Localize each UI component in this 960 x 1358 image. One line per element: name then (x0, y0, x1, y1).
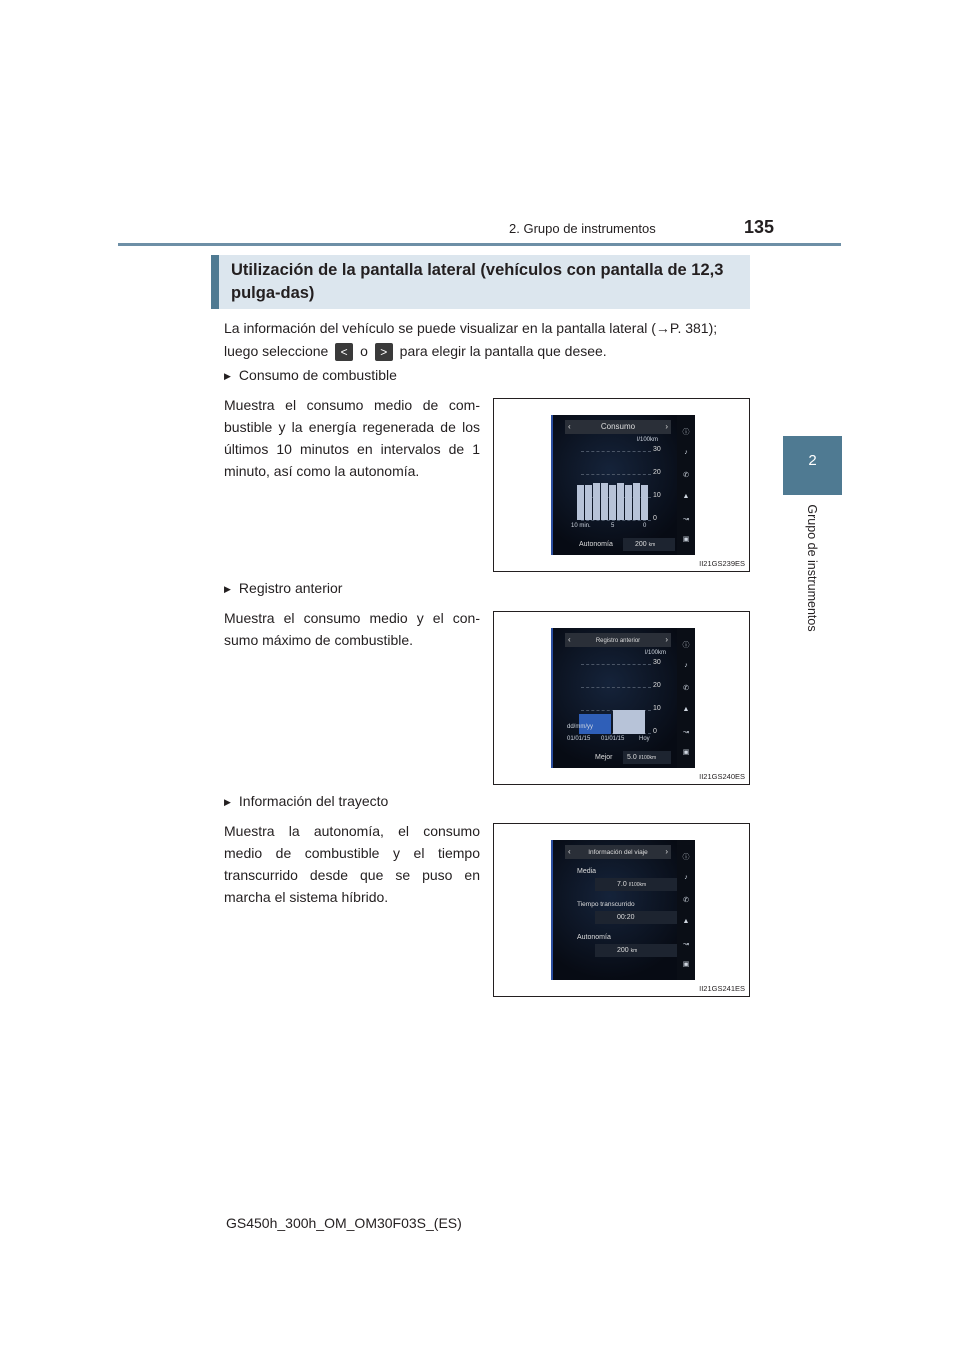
bar (609, 485, 616, 520)
chevron-right-icon: › (665, 422, 668, 431)
energy-icon: ↝ (683, 516, 689, 523)
intro-line-1: La información del vehículo se puede visualizar en la pantalla lateral (→P. 381); (224, 320, 718, 336)
music-icon: ♪ (684, 662, 688, 669)
autonomy-value: 200 (635, 541, 647, 548)
header-rule (118, 243, 841, 246)
bullet-trayecto (224, 793, 388, 809)
phone-icon: ✆ (683, 685, 689, 692)
phone-icon: ✆ (683, 897, 689, 904)
chapter-label: Grupo de instrumentos (805, 504, 819, 632)
intro-line-2 (224, 340, 754, 363)
average-field (595, 878, 677, 891)
tick-label: 20 (653, 469, 661, 476)
x-label: 0 (643, 523, 647, 529)
chevron-left-icon: ‹ (568, 635, 571, 644)
bar (585, 485, 592, 520)
best-field (623, 751, 671, 764)
grid-line (581, 520, 651, 521)
menu-icon: ▣ (682, 749, 690, 756)
chevron-left-icon: ‹ (568, 422, 571, 431)
bar (601, 483, 608, 520)
phone-icon: ✆ (683, 472, 689, 479)
best-label: Mejor (595, 754, 613, 761)
x-label: 5 (611, 523, 615, 529)
elapsed-time-label: Tiempo transcurrido (577, 901, 635, 908)
bullet-label: Consumo de combustible (238, 367, 397, 383)
screen-icon-bar (677, 415, 695, 555)
navigation-icon: ▲ (682, 918, 690, 925)
bar (577, 485, 584, 520)
chevron-right-icon: › (665, 635, 668, 644)
menu-icon: ▣ (682, 536, 690, 543)
figure-code: II21GS239ES (699, 559, 745, 568)
music-icon: ♪ (684, 874, 688, 881)
bullet-triangle-icon: ▶ (224, 797, 231, 807)
autonomy-value: 200 (617, 947, 629, 954)
figure-registro (493, 611, 750, 785)
tick-label: 20 (653, 682, 661, 689)
info-icon: ⓘ (682, 854, 690, 861)
figure-code: II21GS241ES (699, 984, 745, 993)
grid-line (581, 451, 651, 452)
autonomy-field (623, 538, 675, 551)
average-unit: l/100km (628, 882, 647, 888)
tick-label: 10 (653, 492, 661, 499)
section-heading: Utilización de la pantalla lateral (vehículos con pantalla de 12,3 pulga-das) (231, 261, 724, 302)
figure-code: II21GS240ES (699, 772, 745, 781)
tick-label: 0 (653, 515, 657, 522)
elapsed-time-field (595, 911, 677, 924)
autonomy-field (595, 944, 677, 957)
info-icon: ⓘ (682, 429, 690, 436)
intro-text-c: para elegir la pantalla que desee. (399, 343, 607, 359)
average-label: Media (577, 868, 597, 875)
bar (617, 483, 624, 520)
autonomy-label: Autonomía (579, 541, 613, 548)
chevron-right-icon: > (375, 343, 393, 361)
x-label: Hoy (639, 736, 650, 742)
bar (633, 483, 640, 520)
screen-title-bar (565, 420, 671, 434)
grid-line (581, 474, 651, 475)
autonomy-label: Autonomía (577, 934, 611, 941)
navigation-icon: ▲ (682, 493, 690, 500)
side-display-consumo (551, 415, 695, 555)
x-label: 01/01/15 (567, 736, 591, 742)
tick-label: 10 (653, 705, 661, 712)
figure-trayecto (493, 823, 750, 997)
bar-maximum (613, 710, 645, 734)
bar (593, 483, 600, 520)
side-display-trayecto (551, 840, 695, 980)
bullet-label: Registro anterior (238, 580, 343, 596)
menu-icon: ▣ (682, 961, 690, 968)
chevron-left-icon: ‹ (568, 847, 571, 856)
screen-title: Consumo (600, 422, 636, 431)
best-unit: l/100km (638, 755, 657, 761)
chevron-right-icon: › (665, 847, 668, 856)
bullet-triangle-icon: ▶ (224, 371, 231, 381)
grid-line (581, 687, 651, 688)
autonomy-unit: km (648, 542, 656, 548)
bullet-registro (224, 580, 342, 596)
screen-icon-bar (677, 628, 695, 768)
screen-title: Registro anterior (595, 638, 641, 644)
screen-title-bar (565, 633, 671, 647)
unit-label: l/100km (645, 650, 667, 656)
navigation-icon: ▲ (682, 706, 690, 713)
x-label: 01/01/15 (601, 736, 625, 742)
intro-paragraph (224, 317, 754, 363)
section-title: 2. Grupo de instrumentos (509, 221, 656, 236)
music-icon: ♪ (684, 449, 688, 456)
date-format-label: dd/mm/yy (567, 724, 594, 730)
chapter-number: 2 (808, 452, 817, 469)
side-display-registro (551, 628, 695, 768)
screen-title: Información del viaje (588, 849, 648, 856)
bullet-label: Información del trayecto (238, 793, 389, 809)
bar (625, 485, 632, 520)
page-number: 135 (744, 217, 775, 237)
elapsed-time-value: 00:20 (617, 914, 635, 921)
description-consumo: Muestra el consumo medio de com-bustible y la energía regenerada de los últimos 10 minutos en intervalos de 1 minuto, así como la autonomía. (224, 397, 480, 479)
document-code: GS450h_300h_OM_OM30F03S_(ES) (226, 1215, 462, 1231)
grid-line (581, 664, 651, 665)
x-label: 10 min. (571, 523, 591, 529)
bullet-triangle-icon: ▶ (224, 584, 231, 594)
info-icon: ⓘ (682, 642, 690, 649)
tick-label: 30 (653, 446, 661, 453)
tick-label: 30 (653, 659, 661, 666)
intro-text-b: o (360, 343, 368, 359)
bullet-consumo (224, 367, 397, 383)
unit-label: l/100km (637, 437, 659, 443)
bar (641, 485, 648, 520)
description-trayecto: Muestra la autonomía, el consumo medio de combustible y el tiempo transcurrido desde que se puso en marcha el sistema híbrido. (224, 823, 480, 905)
section-heading-box (211, 255, 750, 309)
chevron-left-icon: < (335, 343, 353, 361)
screen-title-bar (565, 845, 671, 859)
tick-label: 0 (653, 728, 657, 735)
description-registro: Muestra el consumo medio y el con-sumo máximo de combustible. (224, 610, 480, 648)
screen-icon-bar (677, 840, 695, 980)
autonomy-unit: km (630, 948, 638, 954)
energy-icon: ↝ (683, 729, 689, 736)
energy-icon: ↝ (683, 941, 689, 948)
figure-consumo (493, 398, 750, 572)
best-value: 5.0 (627, 754, 637, 761)
average-value: 7.0 (617, 881, 627, 888)
intro-text-a: luego seleccione (224, 343, 329, 359)
